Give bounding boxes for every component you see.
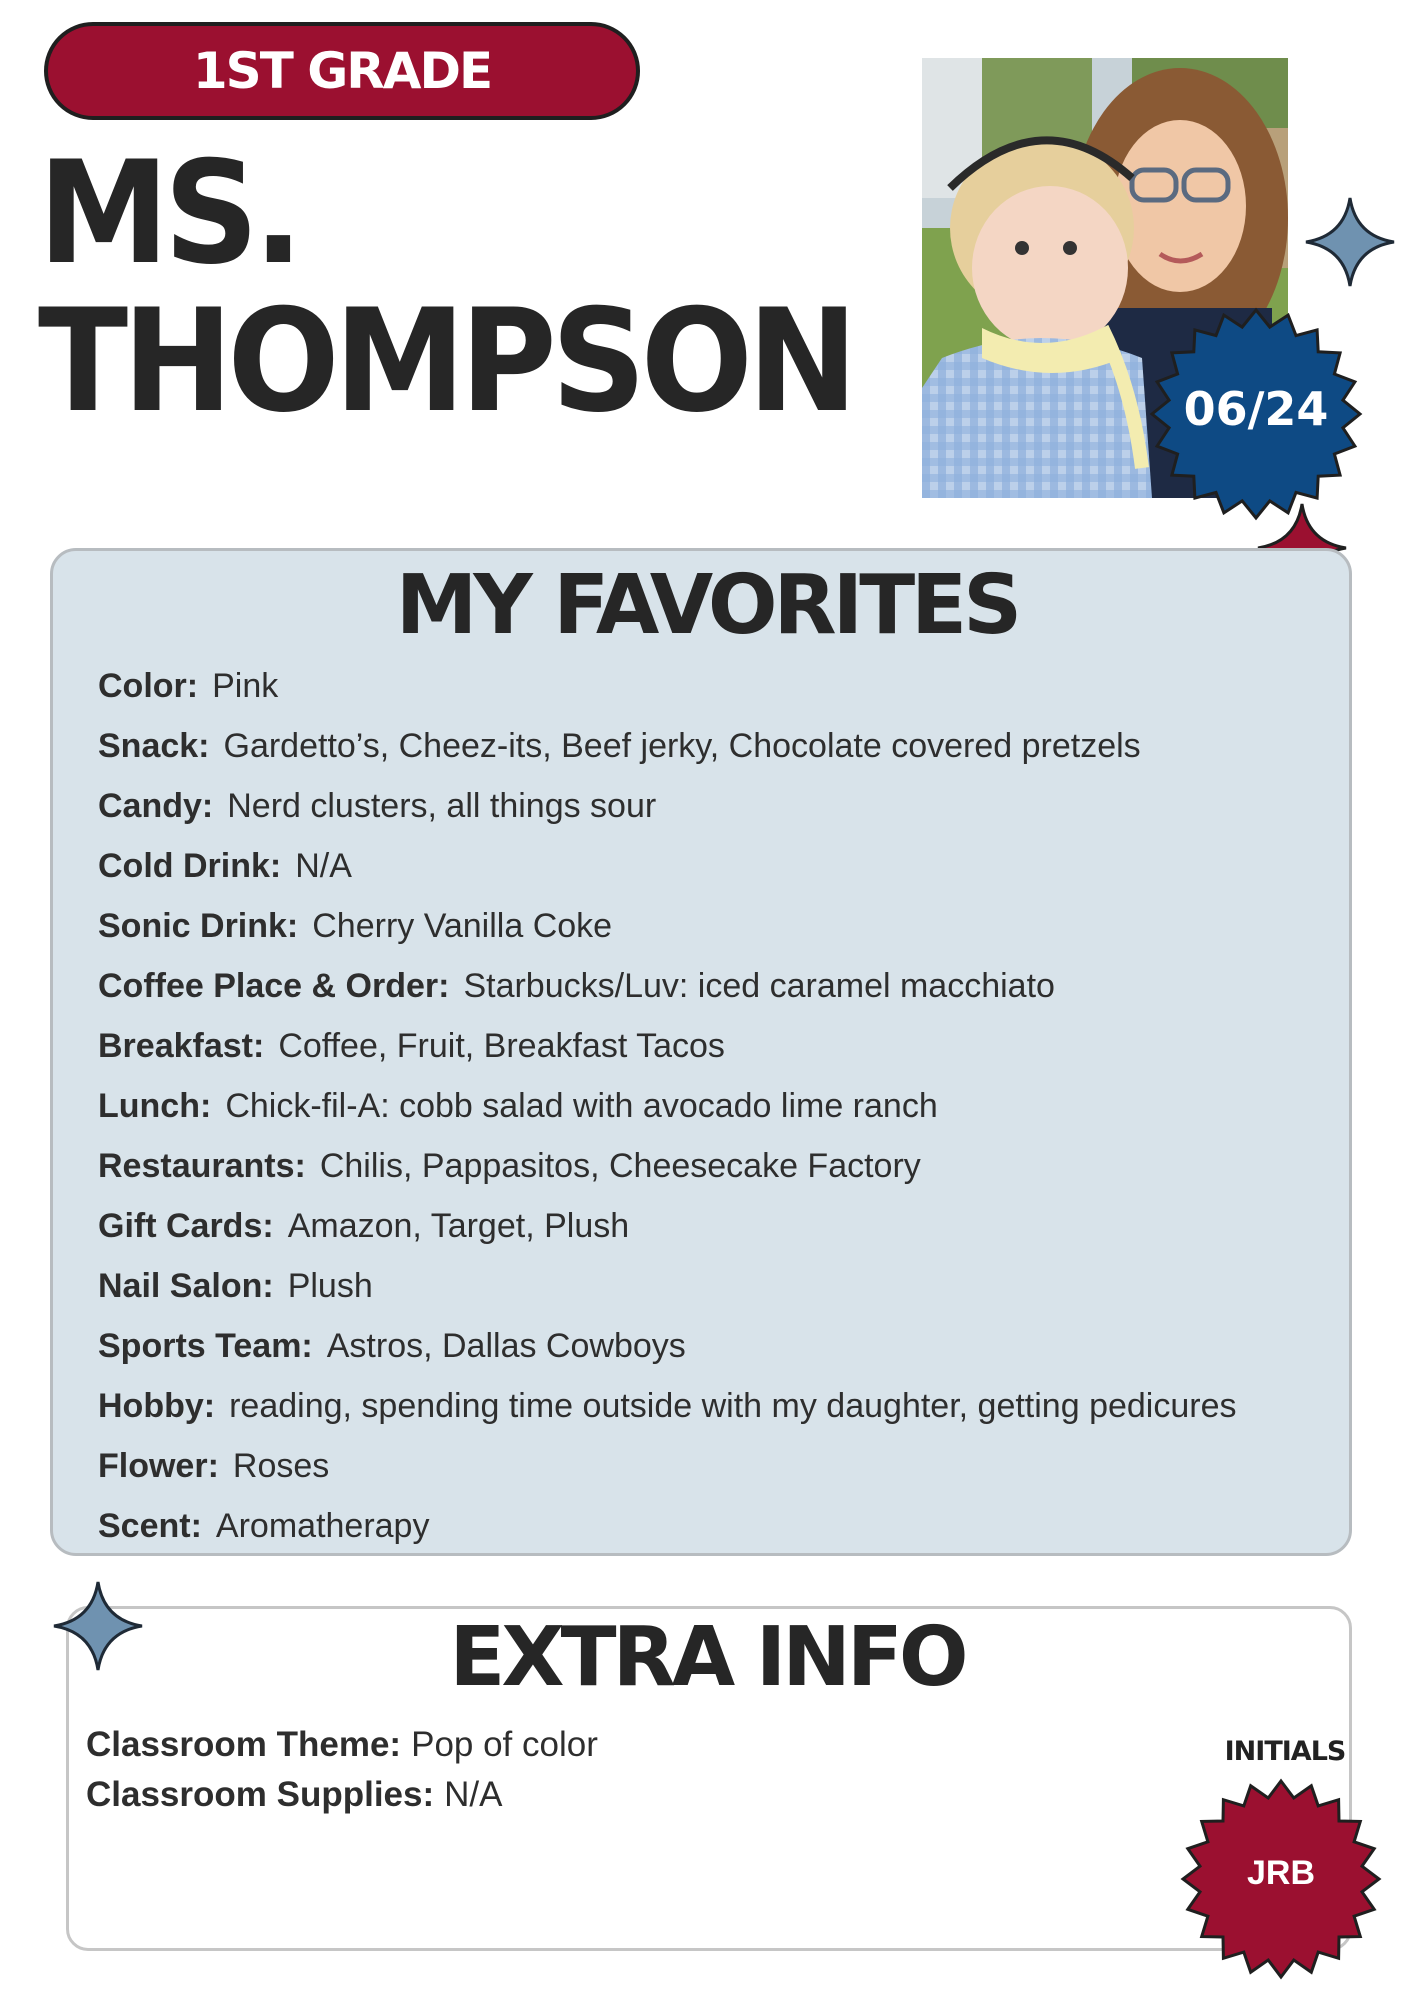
item-label: Breakfast:: [98, 1027, 265, 1065]
item-value: Amazon, Target, Plush: [287, 1207, 630, 1245]
grade-label: 1ST GRADE: [192, 42, 492, 100]
item-label: Candy:: [98, 787, 214, 825]
extra-info-title: EXTRA INFO: [449, 1610, 965, 1705]
teacher-name-line1: MS.: [38, 131, 298, 296]
favorites-list: [98, 662, 1237, 1562]
list-item: [98, 1022, 1237, 1082]
grade-pill: [44, 22, 640, 120]
item-value: reading, spending time outside with my daughter, getting pedicures: [229, 1387, 1237, 1425]
item-value: Plush: [287, 1267, 373, 1305]
favorites-title: MY FAVORITES: [395, 558, 1019, 653]
item-label: Gift Cards:: [98, 1207, 274, 1245]
initials-label: INITIALS: [1224, 1736, 1346, 1767]
item-value: Cherry Vanilla Coke: [312, 907, 613, 945]
item-value: N/A: [295, 847, 352, 885]
initials-value: JRB: [1246, 1854, 1316, 1892]
item-value: N/A: [444, 1775, 503, 1814]
list-item: [98, 962, 1237, 1022]
list-item: [98, 782, 1237, 842]
item-value: Chilis, Pappasitos, Cheesecake Factory: [319, 1147, 921, 1185]
item-value: Chick-fil-A: cobb salad with avocado lime ranch: [225, 1087, 938, 1125]
item-label: Classroom Supplies:: [86, 1775, 435, 1814]
teacher-name: [38, 131, 853, 444]
item-value: Starbucks/Luv: iced caramel macchiato: [463, 967, 1055, 1005]
list-item: [98, 1082, 1237, 1142]
item-value: Pop of color: [411, 1725, 598, 1764]
item-label: Color:: [98, 667, 199, 705]
item-label: Sonic Drink:: [98, 907, 299, 945]
item-value: Roses: [232, 1447, 330, 1485]
item-label: Sports Team:: [98, 1327, 313, 1365]
item-label: Flower:: [98, 1447, 219, 1485]
sparkle-icon: [1302, 194, 1398, 290]
list-item: [98, 662, 1237, 722]
list-item: [86, 1722, 598, 1772]
date-badge: [1140, 306, 1372, 522]
item-value: Nerd clusters, all things sour: [227, 787, 657, 825]
item-label: Scent:: [98, 1507, 202, 1545]
list-item: [98, 902, 1237, 962]
date-badge-label: 06/24: [1183, 382, 1329, 436]
list-item: [98, 1322, 1237, 1382]
initials-badge: [1178, 1774, 1384, 1984]
item-label: Coffee Place & Order:: [98, 967, 450, 1005]
list-item: [98, 1202, 1237, 1262]
item-label: Cold Drink:: [98, 847, 282, 885]
list-item: [98, 1382, 1237, 1442]
item-value: Aromatherapy: [215, 1507, 430, 1545]
item-label: Snack:: [98, 727, 210, 765]
list-item: [98, 722, 1237, 782]
teacher-name-line2: THOMPSON: [38, 279, 853, 444]
item-label: Hobby:: [98, 1387, 216, 1425]
list-item: [98, 1262, 1237, 1322]
extra-info-list: [86, 1722, 598, 1822]
item-label: Classroom Theme:: [86, 1725, 402, 1764]
list-item: [86, 1772, 598, 1822]
item-value: Astros, Dallas Cowboys: [326, 1327, 686, 1365]
item-label: Restaurants:: [98, 1147, 306, 1185]
list-item: [98, 842, 1237, 902]
list-item: [98, 1502, 1237, 1562]
item-label: Nail Salon:: [98, 1267, 274, 1305]
item-label: Lunch:: [98, 1087, 212, 1125]
item-value: Gardetto’s, Cheez-its, Beef jerky, Chocolate covered pretzels: [223, 727, 1141, 765]
item-value: Coffee, Fruit, Breakfast Tacos: [278, 1027, 725, 1065]
list-item: [98, 1142, 1237, 1202]
item-value: Pink: [212, 667, 279, 705]
list-item: [98, 1442, 1237, 1502]
